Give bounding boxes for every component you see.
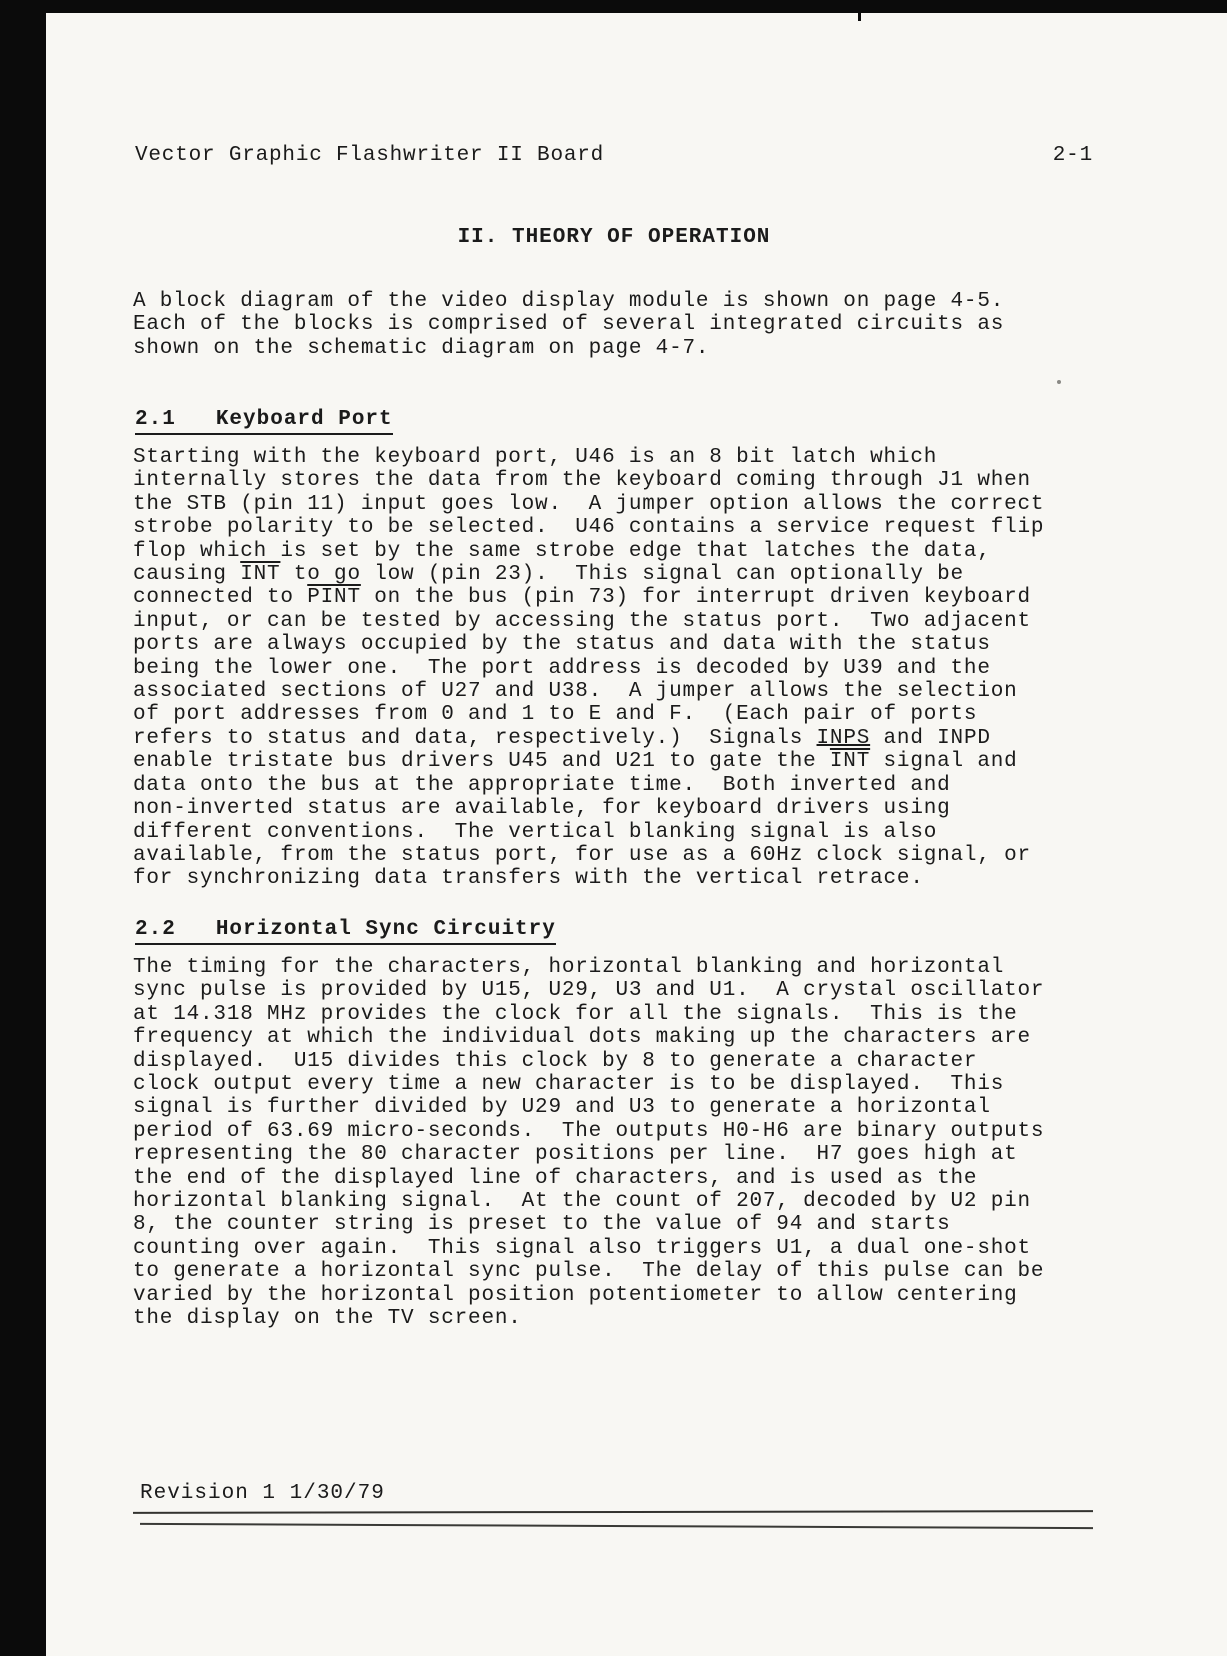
section-2-2-number: 2.2 xyxy=(135,918,176,941)
page-header xyxy=(135,144,1093,167)
intro-paragraph: A block diagram of the video display module is shown on page 4-5. Each of the blocks is comprised of several integrated circuits as shown on the schematic diagram on page 4-7. xyxy=(133,290,1005,360)
page-number: 2-1 xyxy=(1052,144,1093,167)
section-2-2-heading xyxy=(135,918,556,945)
footer-rule-upper xyxy=(133,1510,1093,1514)
scan-artifact-top-bar xyxy=(0,0,1227,13)
scan-artifact-tick xyxy=(858,13,861,21)
footer-rule-lower xyxy=(140,1523,1093,1529)
revision-note: Revision 1 1/30/79 xyxy=(140,1482,385,1505)
section-2-1-heading xyxy=(135,408,393,435)
section-2-1-number: 2.1 xyxy=(135,408,176,431)
section-2-1-title: Keyboard Port xyxy=(215,408,393,431)
scan-artifact-speck xyxy=(1057,380,1061,384)
section-2-2-title: Horizontal Sync Circuitry xyxy=(215,918,556,941)
scan-artifact-left-bar xyxy=(0,0,46,1656)
section-2-2-body: The timing for the characters, horizontal blanking and horizontal sync pulse is provided by U15, U29, U3 and U1. A crystal oscillator at 14.318 MHz provides the clock for all the signals. This is the frequency at which the individual dots making up the characters are displayed. U15 divides this clock by 8 to generate a character clock output every time a new character is to be displayed. This signal is further divided by U29 and U3 to generate a horizontal period of 63.69 micro-seconds. The outputs H0-H6 are binary outputs representing the 80 character positions per line. H7 goes high at the end of the displayed line of characters, and is used as the horizontal blanking signal. At the count of 207, decoded by U2 pin 8, the counter string is preset to the value of 94 and starts counting over again. This signal also triggers U1, a dual one-shot to generate a horizontal sync pulse. The delay of this pulse can be varied by the horizontal position potentiometer to allow centering the display on the TV screen. xyxy=(133,956,1045,1331)
section-2-1-body: Starting with the keyboard port, U46 is an 8 bit latch which internally stores the data from the keyboard coming through J1 when the STB (pin 11) input goes low. A jumper option allows the correct strobe polarity to be selected. U46 contains a service request flip flop which is set by the same strobe edge that latches the data, causing $\overline{INT}$ to go low (pin 23). This signal can optionally be connected to PINT on the bus (pin 73) for interrupt driven keyboard input, or can be tested by accessing the status port. Two adjacent ports are always occupied by the status and data with the status being the lower one. The port address is decoded by U39 and the associated sections of U27 and U38. A jumper allows the selection of port addresses from 0 and 1 to E and F. (Each pair of ports refers to status and data, respectively.) Signals INPS and INPD enable tristate bus drivers U45 and U21 to gate the $\overline{INT}$ signal and data onto the bus at the appropriate time. Both inverted and non-inverted status are available, for keyboard drivers using different conventions. The vertical blanking signal is also available, from the status port, for use as a 60Hz clock signal, or for synchronizing data transfers with the vertical retrace. xyxy=(133,446,1045,891)
document-title: Vector Graphic Flashwriter II Board xyxy=(135,144,605,167)
chapter-heading: II. THEORY OF OPERATION xyxy=(457,226,771,249)
